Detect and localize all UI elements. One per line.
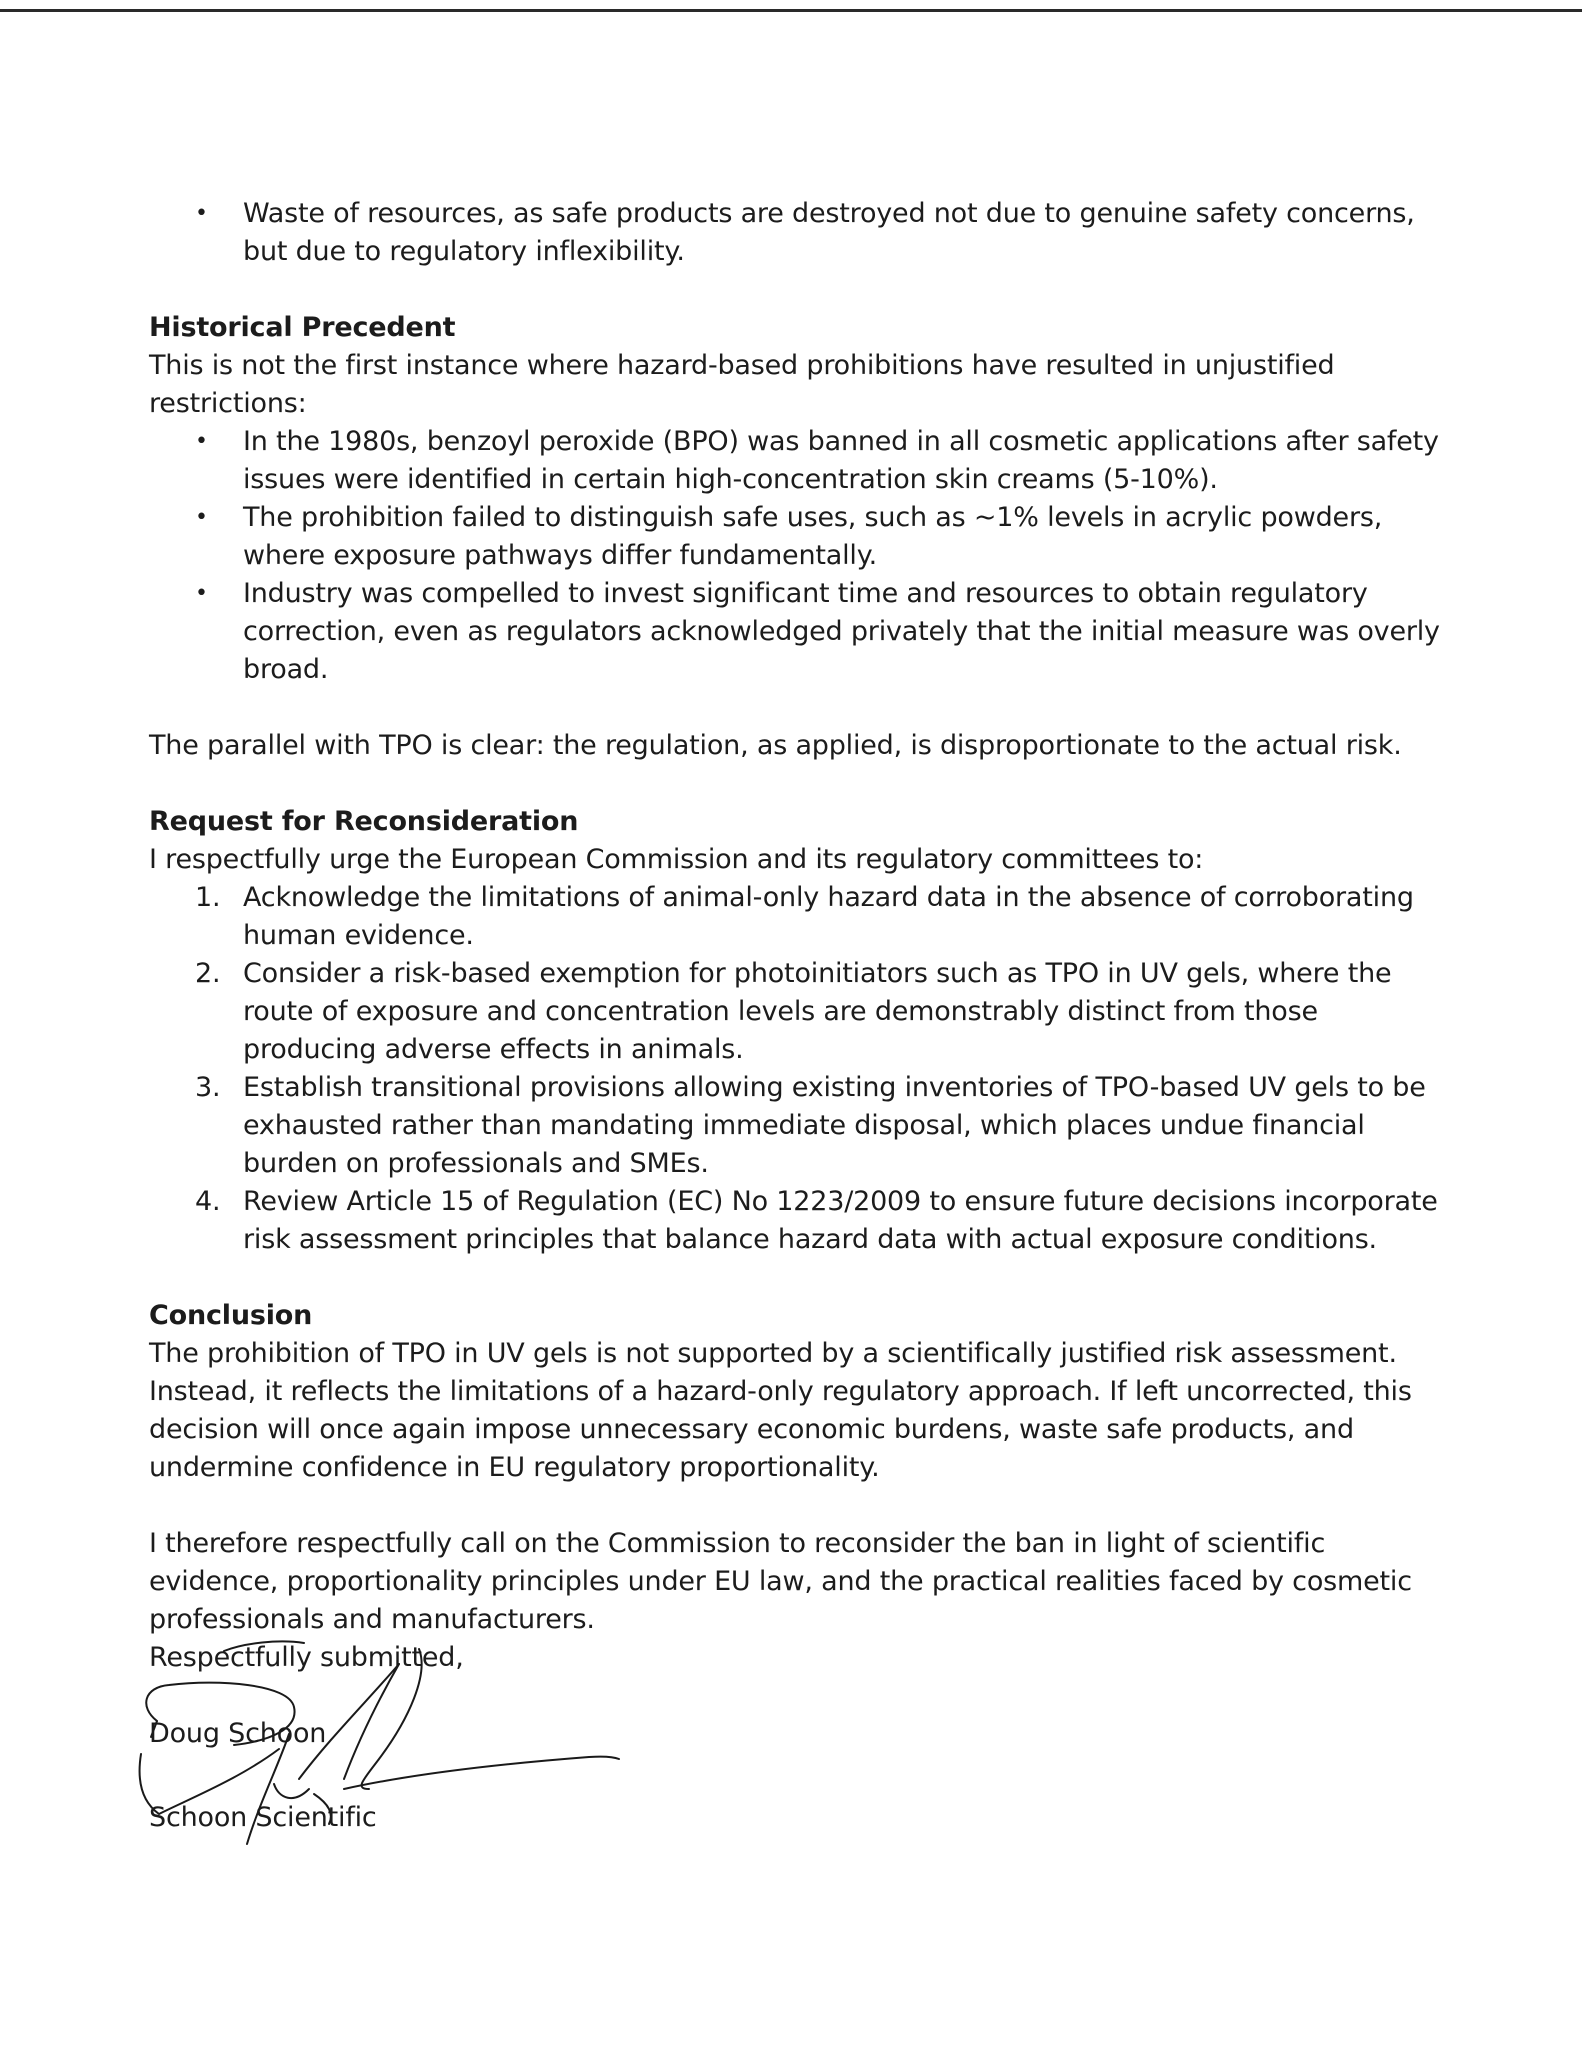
signer-name: Doug Schoon <box>149 1718 327 1749</box>
list-item <box>149 1183 1449 1259</box>
call-to-action-paragraph: I therefore respectfully call on the Commission to reconsider the ban in light of scientific evidence, proportionality principles under EU law, and the practical realities faced by cosmetic professionals and manufacturers. <box>149 1528 1412 1635</box>
request-heading: Request for Reconsideration <box>149 806 579 837</box>
item-number: 2. <box>195 958 221 989</box>
item-text: Acknowledge the limitations of animal-only hazard data in the absence of corroborating human evidence. <box>243 882 1414 951</box>
bullet-text: Waste of resources, as safe products are destroyed not due to genuine safety concerns, but due to regulatory inflexibility. <box>243 198 1415 267</box>
historical-bullet-list <box>149 423 1449 689</box>
document-page <box>149 195 1449 1839</box>
bullet-marker: • <box>195 429 208 454</box>
request-intro: I respectfully urge the European Commission and its regulatory committees to: <box>149 844 1204 875</box>
conclusion-heading: Conclusion <box>149 1300 313 1331</box>
item-text: Establish transitional provisions allowing existing inventories of TPO-based UV gels to be exhausted rather than mandating immediate disposal, which places undue financial burden on professionals and SMEs. <box>243 1072 1426 1179</box>
historical-precedent-heading: Historical Precedent <box>149 312 456 343</box>
list-item <box>149 499 1449 575</box>
item-text: Consider a risk-based exemption for photoinitiators such as TPO in UV gels, where the route of exposure and concentration levels are demonstrably distinct from those producing adverse effects in animals. <box>243 958 1392 1065</box>
handwritten-signature <box>129 1629 649 1859</box>
item-number: 4. <box>195 1186 221 1217</box>
bullet-marker: • <box>195 505 208 530</box>
bullet-text: In the 1980s, benzoyl peroxide (BPO) was banned in all cosmetic applications after safety issues were identified in certain high-concentration skin creams (5-10%). <box>243 426 1439 495</box>
signer-company: Schoon Scientific <box>149 1802 377 1833</box>
list-item <box>149 575 1449 689</box>
list-item <box>149 879 1449 955</box>
signature-block <box>149 1639 1449 1839</box>
bullet-text: The prohibition failed to distinguish safe uses, such as ~1% levels in acrylic powders, where exposure pathways differ fundamentally. <box>243 502 1383 571</box>
item-text: Review Article 15 of Regulation (EC) No 1223/2009 to ensure future decisions incorporate risk assessment principles that balance hazard data with actual exposure conditions. <box>243 1186 1438 1255</box>
conclusion-paragraph: The prohibition of TPO in UV gels is not supported by a scientifically justified risk assessment. Instead, it reflects the limitations of a hazard-only regulatory approach. If left uncorrected, this decision will once again impose unnecessary economic burdens, waste safe products, and undermine confidence in EU regulatory proportionality. <box>149 1338 1412 1483</box>
list-item <box>149 955 1449 1069</box>
bullet-marker: • <box>195 581 208 606</box>
item-number: 1. <box>195 882 221 913</box>
list-item <box>149 1069 1449 1183</box>
item-number: 3. <box>195 1072 221 1103</box>
parallel-statement: The parallel with TPO is clear: the regulation, as applied, is disproportionate to the actual risk. <box>149 730 1402 761</box>
list-item <box>149 423 1449 499</box>
historical-intro: This is not the first instance where hazard-based prohibitions have resulted in unjustified restrictions: <box>149 350 1335 419</box>
top-rule <box>0 9 1582 12</box>
intro-bullet-list <box>149 195 1449 271</box>
list-item <box>149 195 1449 271</box>
bullet-marker: • <box>195 201 208 226</box>
request-numbered-list <box>149 879 1449 1259</box>
closing-line: Respectfully submitted, <box>149 1642 464 1673</box>
bullet-text: Industry was compelled to invest significant time and resources to obtain regulatory correction, even as regulators acknowledged privately that the initial measure was overly broad. <box>243 578 1440 685</box>
